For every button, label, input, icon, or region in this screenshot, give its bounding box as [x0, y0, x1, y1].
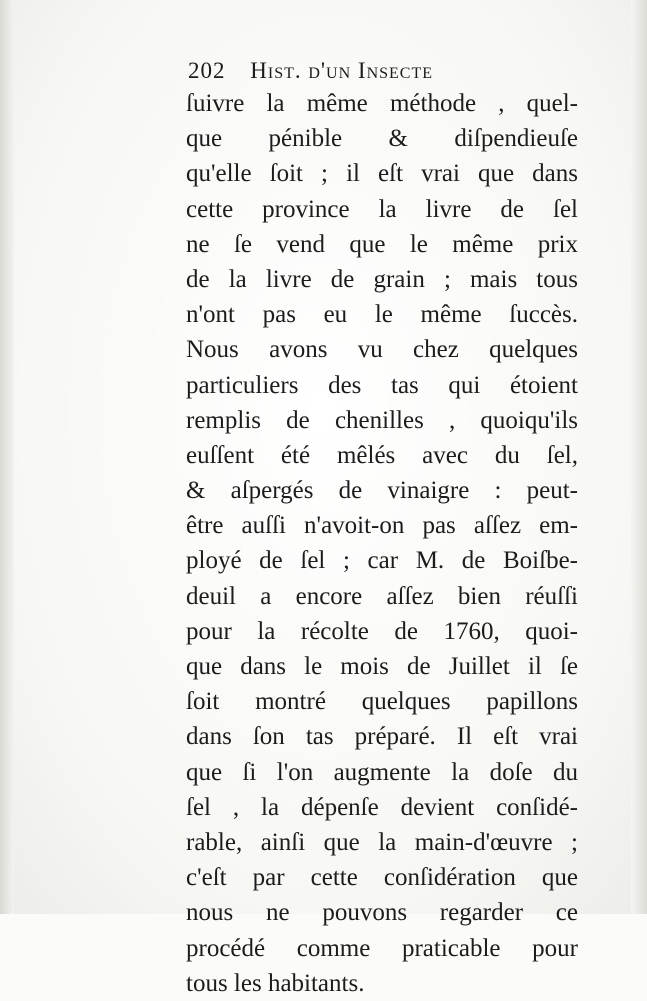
text-line-last: tous les habitants.: [186, 969, 365, 997]
text-line: pour la récolte de 1760, quoi-: [186, 617, 578, 645]
text-line: deuil a encore aſſez bien réuſſi: [186, 582, 578, 610]
page-number: 202: [188, 58, 226, 83]
text-line: ne ſe vend que le même prix: [186, 230, 578, 258]
text-line: ſel , la dépenſe devient conſidé-: [186, 793, 578, 821]
text-line: cette province la livre de ſel: [186, 195, 578, 223]
text-line: Nous avons vu chez quelques: [186, 336, 578, 364]
page-left-edge: [0, 0, 14, 914]
text-line: rable, ainſi que la main-d'œuvre ;: [186, 828, 578, 856]
text-line: ſuivre la même méthode , quel-: [186, 90, 578, 117]
running-head: Hist. d'un Insecte: [250, 58, 434, 83]
text-line: que pénible & diſpendieuſe: [186, 125, 578, 153]
text-line: nous ne pouvons regarder ce: [186, 899, 578, 927]
text-line: particuliers des tas qui étoient: [186, 371, 578, 399]
body-text: [186, 86, 578, 1001]
text-line: que ſi l'on augmente la doſe du: [186, 758, 578, 786]
text-line: euſſent été mêlés avec du ſel,: [186, 441, 578, 469]
text-line: remplis de chenilles , quoiqu'ils: [186, 406, 578, 434]
text-line: qu'elle ſoit ; il eſt vrai que dans: [186, 160, 578, 188]
page-right-edge: [631, 0, 647, 914]
text-line: n'ont pas eu le même ſuccès.: [186, 301, 578, 329]
text-line: ployé de ſel ; car M. de Boiſbe-: [186, 547, 578, 575]
text-line: & aſpergés de vinaigre : peut-: [186, 477, 578, 505]
text-line: de la livre de grain ; mais tous: [186, 265, 578, 293]
text-line: ſoit montré quelques papillons: [186, 688, 578, 716]
text-line: procédé comme praticable pour: [186, 934, 578, 962]
text-line: être auſſi n'avoit-on pas aſſez em-: [186, 512, 578, 540]
text-line: dans ſon tas préparé. Il eſt vrai: [186, 723, 578, 751]
text-line: que dans le mois de Juillet il ſe: [186, 653, 578, 680]
text-line: c'eſt par cette conſidération que: [186, 864, 578, 892]
